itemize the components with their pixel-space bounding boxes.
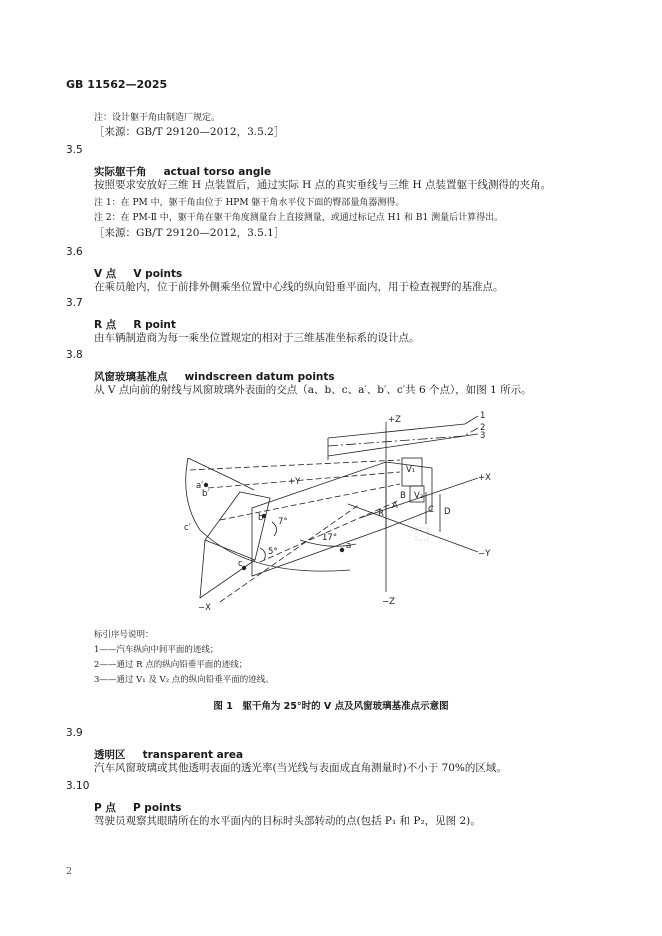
definition: 从 V 点向前的射线与风窗玻璃外表面的交点（a、b、c、a′、b′、c′共 6 个点），如图 1 所示。 [94, 384, 532, 396]
clause-number: 3.7 [66, 297, 83, 309]
sight-line-b [208, 472, 400, 488]
glass-panel [200, 492, 270, 598]
label-angle-5: 5° [268, 547, 278, 557]
label-3: 3 [480, 431, 486, 441]
standard-code: GB 11562—2025 [66, 78, 168, 91]
label-point-a-prime: a′ [196, 481, 204, 491]
page-number: 2 [66, 866, 73, 877]
trace-line-3 [328, 434, 478, 456]
term-en: windscreen datum points [184, 371, 335, 383]
label-v2: V₂ [414, 491, 424, 501]
term-en: actual torso angle [163, 166, 272, 178]
term-en: P points [132, 802, 182, 814]
label-a: A [392, 501, 398, 511]
source-reference: ［来源：GB/T 29120—2012，3.5.1］ [94, 227, 285, 239]
angle-arc-5 [260, 548, 265, 560]
sight-line-a [190, 460, 400, 470]
term-cn: V 点 [94, 268, 117, 280]
label-point-a: a [346, 541, 352, 551]
label-pos-z: +Z [388, 415, 401, 425]
trace-line-1 [328, 416, 478, 438]
clause-number: 3.5 [66, 144, 83, 156]
term-cn: 实际躯干角 [94, 166, 147, 178]
clause-number: 3.10 [66, 780, 90, 792]
legend-title: 标引序号说明： [94, 630, 154, 640]
glass-lower-line [205, 540, 255, 560]
angle-arc-7 [272, 522, 277, 536]
legend-item: 2——通过 R 点的纵向铅垂平面的迹线； [94, 660, 248, 670]
label-2: 2 [480, 423, 486, 433]
point-c-dot [242, 566, 246, 570]
term-en: transparent area [142, 749, 244, 761]
clause-number: 3.8 [66, 349, 83, 361]
clause-number: 3.9 [66, 727, 83, 739]
label-1: 1 [480, 411, 486, 421]
term-en: R point [133, 319, 176, 331]
source-reference: ［来源：GB/T 29120—2012，3.5.2］ [94, 126, 285, 138]
label-d: D [444, 507, 451, 517]
term-en: V points [133, 268, 183, 280]
label-pos-y: +Y [288, 477, 301, 487]
point-a2-dot [204, 483, 208, 487]
label-neg-x: −X [198, 603, 211, 613]
label-r: R [378, 509, 384, 519]
label-c: C [428, 505, 434, 515]
term-cn: 风窗玻璃基准点 [94, 371, 168, 383]
label-angle-17: 17° [322, 533, 338, 543]
definition: 汽车风窗玻璃或其他透明表面的透光率(当光线与表面成直角测量时)不小于 70%的区域。 [94, 762, 507, 774]
label-point-b-prime: b′ [202, 489, 210, 499]
definition: 驾驶员观察其眼睛所在的水平面内的目标时头部转动的点(包括 P₁ 和 P₂，见图 2)。 [94, 815, 481, 827]
figure-1-diagram [160, 400, 510, 618]
point-a-dot [340, 548, 344, 552]
figure-caption: 图 1 躯干角为 25°时的 V 点及风窗玻璃基准点示意图 [213, 701, 449, 712]
label-point-b: b [258, 513, 264, 523]
definition: 由车辆制造商为每一乘坐位置规定的相对于三维基准坐标系的设计点。 [94, 332, 420, 344]
clause-number: 3.6 [66, 246, 83, 258]
legend-item: 1——汽车纵向中间平面的迹线； [94, 645, 219, 655]
label-neg-y: −Y [478, 549, 491, 559]
neg-x-axis [220, 504, 360, 602]
label-v1: V₁ [406, 465, 416, 475]
term-cn: 透明区 [94, 749, 126, 761]
note-1: 注 1：在 PM 中，躯干角由位于 HPM 躯干角水平仪下面的臀部量角器测得。 [94, 198, 405, 208]
note: 注：设计躯干角由制造厂规定。 [94, 113, 221, 123]
label-b: B [400, 491, 406, 501]
label-pos-x: +X [478, 473, 491, 483]
term-cn: P 点 [94, 802, 116, 814]
label-point-c-prime: c′ [184, 523, 191, 533]
legend-item: 3——通过 V₁ 及 V₂ 点的纵向铅垂平面的迹线。 [94, 675, 274, 685]
term-cn: R 点 [94, 319, 117, 331]
definition: 按照要求安放好三维 H 点装置后，通过实际 H 点的真实垂线与三维 H 点装置躯干线测得的夹角。 [94, 179, 551, 191]
label-point-c: c [238, 559, 243, 569]
definition: 在乘员舱内，位于前排外侧乘坐位置中心线的纵向铅垂平面内，用于检查视野的基准点。 [94, 281, 504, 293]
sight-line-c [220, 484, 400, 520]
label-angle-7: 7° [278, 517, 288, 527]
y-axis [348, 504, 478, 552]
label-neg-z: −Z [382, 597, 395, 607]
note-2: 注 2：在 PM-Ⅱ 中，躯干角在躯干角度测量台上直接测量，或通过标记点 H1 和 B1 测量后计算得出。 [94, 213, 504, 223]
